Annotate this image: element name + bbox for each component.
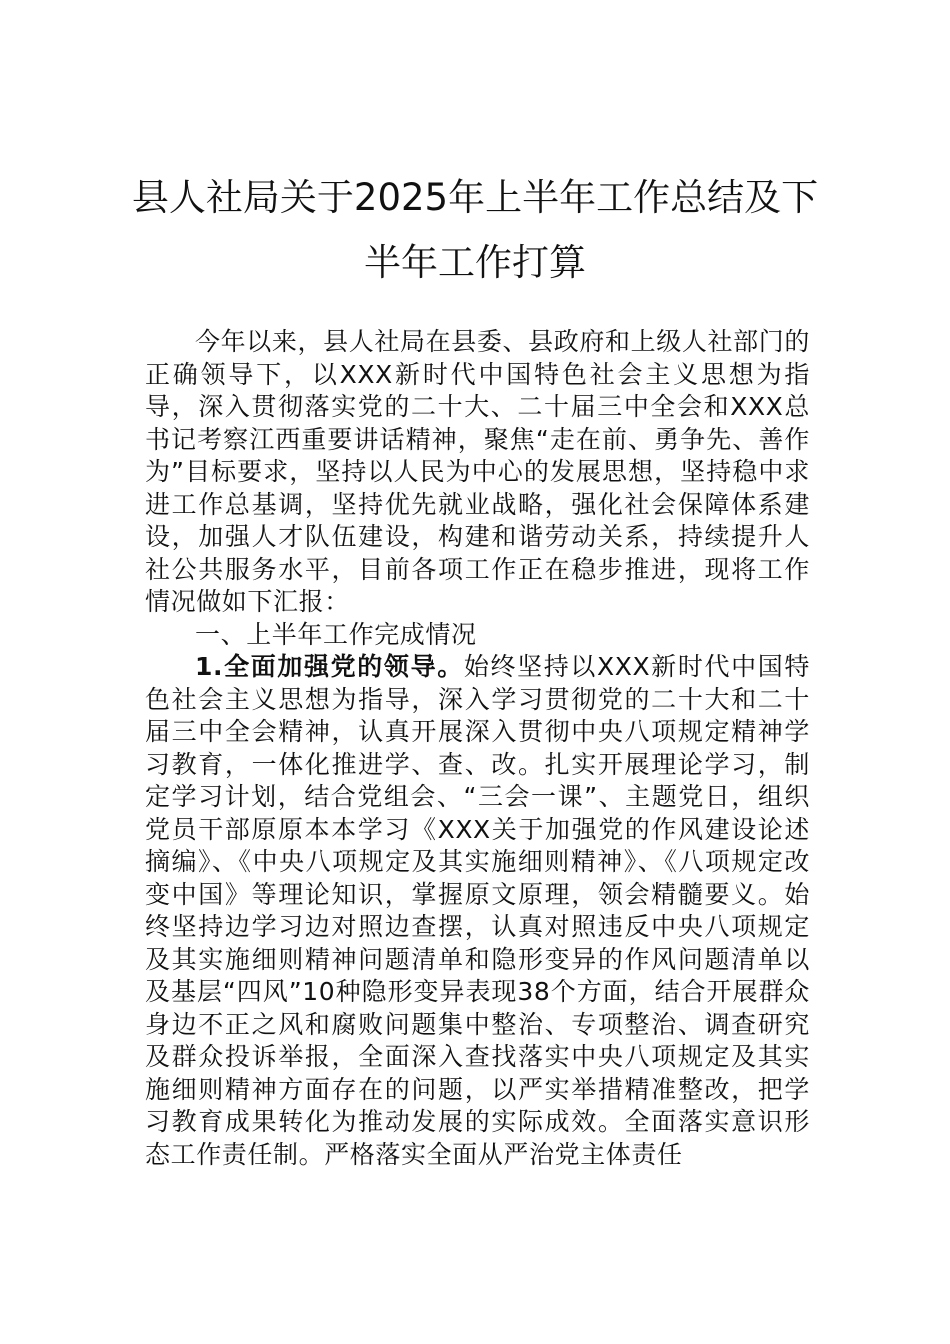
document-title-line-2: 半年工作打算 [364, 241, 586, 284]
section-heading: 一、上半年工作完成情况 [195, 619, 477, 649]
item-heading: 1.全面加强党的领导。 [195, 652, 464, 681]
intro-paragraph: 今年以来，县人社局在县委、县政府和上级人社部门的正确领导下，以XXX新时代中国特色社会主义思想为指导，深入贯彻落实党的二十大、二十届三中全会和XXX总书记考察江西重要讲话精神，聚焦“走在前、勇争先、善作为”目标要求，坚持以人民为中心的发展思想，坚持稳中求进工作总基调，坚持优先就业战略，强化社会保障体系建设，加强人才队伍建设，构建和谐劳动关系，持续提升人社公共服务水平，目前各项工作正在稳步推进，现将工作情况做如下汇报： [145, 327, 810, 616]
document-body [145, 326, 810, 1171]
item-body: 始终坚持以XXX新时代中国特色社会主义思想为指导，深入学习贯彻党的二十大和二十届三中全会精神，认真开展深入贯彻中央八项规定精神学习教育，一体化推进学、查、改。扎实开展理论学习，制定学习计划，结合党组会、“三会一课”、主题党日，组织党员干部原原本本学习《XXX关于加强党的作风建设论述摘编》、《中央八项规定及其实施细则精神》、《八项规定改变中国》等理论知识，掌握原文原理，领会精髓要义。始终坚持边学习边对照边查摆，认真对照违反中央八项规定及其实施细则精神问题清单和隐形变异的作风问题清单以及基层“四风”10种隐形变异表现38个方面，结合开展群众身边不正之风和腐败问题集中整治、专项整治、调查研究及群众投诉举报，全面深入查找落实中央八项规定及其实施细则精神方面存在的问题，以严实举措精准整改，把学习教育成果转化为推动发展的实际成效。全面落实意识形态工作责任制。严格落实全面从严治党主体责任 [145, 652, 811, 1169]
document-title-line-1: 县人社局关于2025年上半年工作总结及下 [131, 176, 819, 219]
item-paragraph [145, 651, 810, 1171]
